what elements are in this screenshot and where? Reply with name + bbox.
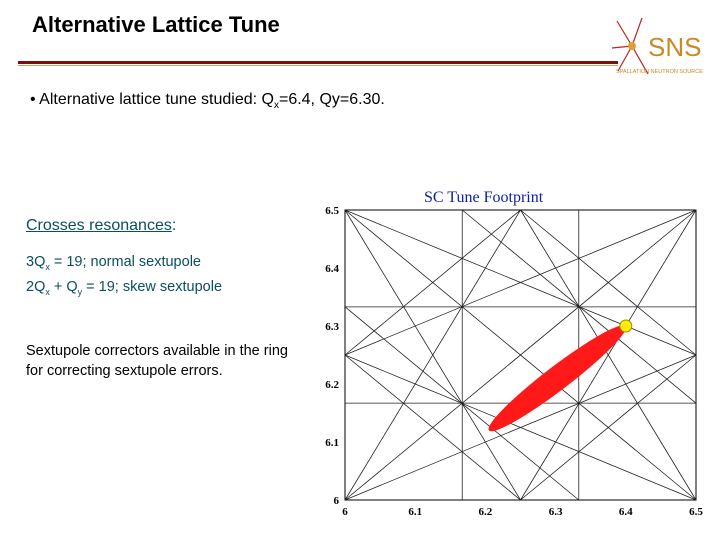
y-tick-label: 6.4 <box>325 263 339 275</box>
x-tick-label: 6.2 <box>478 506 493 518</box>
chart-title: SC Tune Footprint <box>424 189 544 206</box>
bullet-subscript: x <box>273 100 279 112</box>
resonances-heading-colon: : <box>171 217 177 234</box>
working-point-marker <box>620 320 632 332</box>
bullet-text-end: =6.4, Qy=6.30. <box>278 91 385 108</box>
resonance-line-skew <box>26 277 222 302</box>
x-tick-label: 6.1 <box>408 506 423 518</box>
x-tick-label: 6 <box>342 506 348 518</box>
resonance-line-normal <box>26 252 222 277</box>
title-rule <box>18 61 618 64</box>
tune-bullet <box>30 91 385 111</box>
y-tick-label: 6.3 <box>325 321 339 333</box>
y-tick-label: 6.1 <box>325 437 339 449</box>
resonances-heading-label: Crosses resonances <box>26 217 172 234</box>
x-tick-label: 6.5 <box>689 506 703 518</box>
resonance-1-b: = 19; normal sextupole <box>49 254 201 270</box>
resonance-2-sub: x <box>45 286 50 297</box>
x-tick-label: 6.4 <box>618 506 633 518</box>
slide-title: Alternative Lattice Tune <box>32 12 280 37</box>
logo-subtext: SPALLATION NEUTRON SOURCE <box>616 69 703 75</box>
bullet-text: • Alternative lattice tune studied: Q <box>30 91 274 108</box>
y-tick-label: 6.2 <box>325 379 339 391</box>
y-tick-label: 6.5 <box>325 205 339 217</box>
x-tick-label: 6.3 <box>548 506 563 518</box>
title-rule-accent <box>18 65 618 66</box>
resonances-heading <box>26 217 176 235</box>
sns-logo <box>612 16 712 78</box>
resonance-2-a: 2Q <box>26 278 46 295</box>
resonance-2-sub2: y <box>77 286 83 297</box>
resonance-2-c: = 19; skew sextupole <box>82 278 223 295</box>
resonance-1-sub: x <box>45 261 50 272</box>
resonance-2-b: + Q <box>49 278 78 295</box>
logo-text: SNS <box>648 32 702 62</box>
y-tick-label: 6 <box>333 495 339 507</box>
tune-footprint-chart <box>300 200 720 530</box>
logo-core-icon <box>628 42 636 50</box>
resonance-1-a: 3Q <box>26 254 46 270</box>
corrector-note: Sextupole correctors available in the ring for correcting sextupole errors. <box>26 343 288 379</box>
resonance-list <box>26 252 222 302</box>
